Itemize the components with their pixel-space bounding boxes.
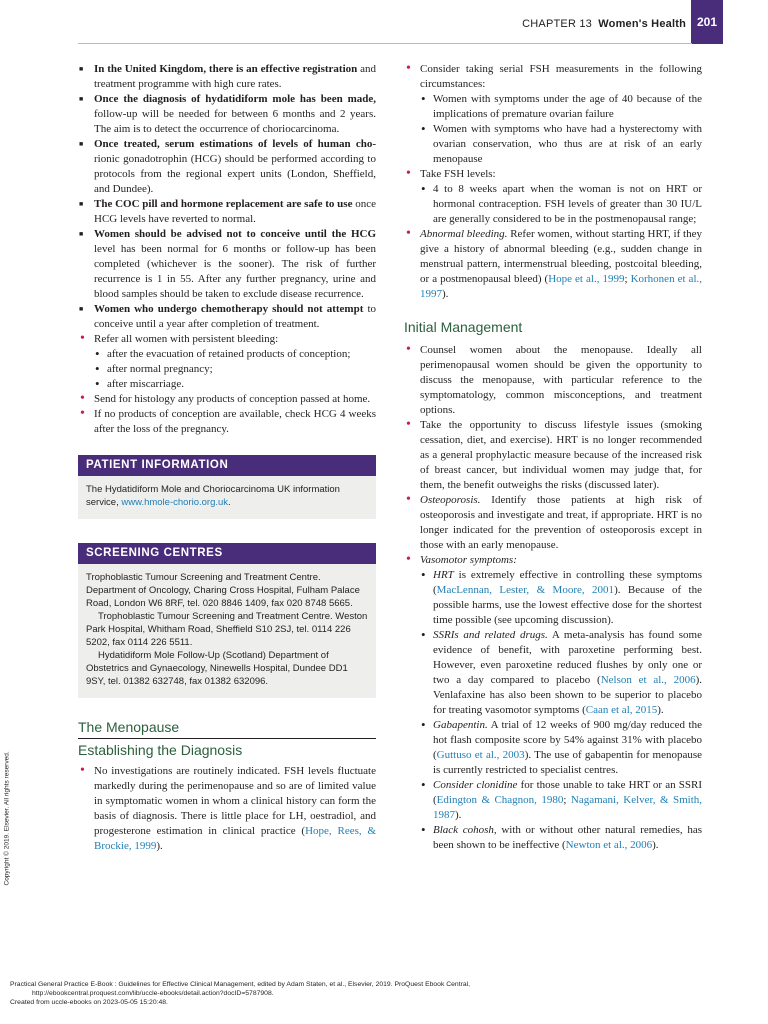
left-column <box>78 62 376 854</box>
footer-citation: Practical General Practice E-Book : Guidelines for Effective Clinical Management, edited by Adam Staten, et al., Elsevier, 2019. ProQuest Ebook Central, <box>10 981 471 988</box>
list-item: ■ Women should be advised not to conceive until the HCG level has been normal for 6 months or follow-up has been completed (whichever is the sooner). The risk of further recurrence is 1 in 55. After any further pregnancy, urine and blood samples should be taken to exclude disease recurrence. <box>78 227 376 302</box>
copyright-sidebar: Copyright © 2019. Elsevier. All rights reserved. <box>3 751 11 886</box>
list-item: ■ In the United Kingdom, there is an effective registration and treatment programme with high cure rates. <box>78 62 376 92</box>
heading-establishing-diagnosis: Establishing the Diagnosis <box>78 742 243 758</box>
patient-information-box <box>78 455 376 519</box>
list-item: • Send for histology any products of conception passed at home. <box>78 392 376 407</box>
page-footer <box>10 980 470 1007</box>
citation-link[interactable]: MacLennan, Lester, & Moore, 2001 <box>436 584 615 596</box>
citation-link[interactable]: Guttuso et al., 2003 <box>436 749 525 761</box>
footer-url[interactable]: http://ebookcentral.proquest.com/lib/uccle-ebooks/detail.action?docID=5787908. <box>32 990 274 997</box>
list-item: • after miscarriage. <box>94 377 376 392</box>
citation-link[interactable]: Nagamani, Kelver, & Smith, 1987 <box>433 794 703 821</box>
list-item: • after normal pregnancy; <box>94 362 376 377</box>
management-list <box>404 343 702 853</box>
list-item: • 4 to 8 weeks apart when the woman is not on HRT or hormonal contraception. FSH levels of greater than 30 IU/L are generally considered to be in the postmenopausal range; <box>420 182 702 227</box>
citation-link[interactable]: Caan et al, 2015 <box>585 704 658 716</box>
list-item: • Vasomotor symptoms: • HRT is extremely effective in controlling these symptoms (MacLennan, Lester, & Moore, 2001). Because of the possible harms, use the lowest effective dose for the shortest time possible (see upcoming discussion). • SSRIs and related drugs. A meta-analysis has found some evidence of benefit, with paroxetine performing best. However, even paroxetine reduced flushes by only one or two a day compared to placebo (Nelson et al., 2006). Venlafaxine has also been shown to be superior to placebo for treating vasomotor symptoms (Caan et al, 2015). • Gabapentin. A trial of 12 weeks of 900 mg/day reduced the hot flash composite score by 54% against 31% with placebo (Guttuso et al., 2003). The use of gabapentin for menopause is currently restricted to specialist centres. • Consider clonidine for those unable to take HRT or an SSRI (Edington & Chagnon, 1980; Nagamani, Kelver, & Smith, 1987). • Black cohosh, with or without other natural remedies, has been shown to be ineffective (Newton et al., 2006). <box>404 553 702 853</box>
list-item: • No investigations are routinely indicated. FSH levels fluctuate markedly during the perimenopause and so are of limited value in symptomatic women in whom a clinical history can form the basis of diagnosis. There is little place for LH, oestradiol, and progesterone estimation in clinical practice (Hope, Rees, & Brockie, 1999). <box>78 764 376 854</box>
header-rule <box>78 43 692 44</box>
footer-created: Created from uccle-ebooks on 2023-05-05 15:20:48. <box>10 999 168 1006</box>
section-label: Women's Health <box>598 18 686 30</box>
list-item: • Women with symptoms who have had a hysterectomy with ovarian conservation, who thus are at risk of an early menopause <box>420 122 702 167</box>
list-item: • Abnormal bleeding. Refer women, without starting HRT, if they give a history of abnormal bleeding (e.g., sudden change in menstrual pattern, intermenstrual bleeding, postcoital bleeding, or a postmenopausal bleed) (Hope et al., 1999; Korhonen et al., 1997). <box>404 227 702 302</box>
list-item: • Take FSH levels: • 4 to 8 weeks apart when the woman is not on HRT or hormonal contraception. FSH levels of greater than 30 IU/L are generally considered to be in the postmenopausal range; <box>404 167 702 227</box>
refer-sub-list <box>94 347 376 392</box>
list-item: • Osteoporosis. Identify those patients at high risk of osteoporosis and investigate and treat, if appropriate. HRT is no longer indicated for the prevention of osteoporosis except in those with an early menopause. <box>404 493 702 553</box>
box-body <box>78 564 376 688</box>
list-item: ■ Women who undergo chemotherapy should not attempt to conceive until a year after completion of treatment. <box>78 302 376 332</box>
list-item: ■ Once the diagnosis of hydatidiform mole has been made, follow-up will be needed for between 6 months and 2 years. The aim is to detect the occurrence of choriocarcinoma. <box>78 92 376 137</box>
centre-sheffield: Trophoblastic Tumour Screening and Treatment Centre. Weston Park Hospital, Whitham Road, Sheffield S10 2SJ, tel. 0114 226 5202, fax 0114 226 5511. <box>86 611 368 648</box>
list-item: • Gabapentin. A trial of 12 weeks of 900 mg/day reduced the hot flash composite score by 54% against 31% with placebo (Guttuso et al., 2003). The use of gabapentin for menopause is currently restricted to specialist centres. <box>420 718 702 778</box>
page-number: 201 <box>691 0 723 44</box>
hmole-link[interactable]: www.hmole-chorio.org.uk <box>121 497 229 508</box>
chapter-label: CHAPTER 13 <box>522 18 592 30</box>
centre-dundee: Hydatidiform Mole Follow-Up (Scotland) Department of Obstetrics and Gynaecology, Ninewells Hospital, Dundee DD1 9SY, tel. 01382 632748, fax 01382 632096. <box>86 650 348 687</box>
heading-menopause: The Menopause <box>78 720 376 739</box>
list-item: ■ The COC pill and hormone replacement are safe to use once HCG levels have reverted to normal. <box>78 197 376 227</box>
list-item: • Women with symptoms under the age of 40 because of the implications of premature ovarian failure <box>420 92 702 122</box>
running-head <box>522 18 686 30</box>
citation-link[interactable]: Nelson et al., 2006 <box>600 674 696 686</box>
list-item: • Black cohosh, with or without other natural remedies, has been shown to be ineffective (Newton et al., 2006). <box>420 823 702 853</box>
fsh-list <box>404 62 702 302</box>
list-item: • Consider clonidine for those unable to take HRT or an SSRI (Edington & Chagnon, 1980; Nagamani, Kelver, & Smith, 1987). <box>420 778 702 823</box>
list-item: • Counsel women about the menopause. Ideally all perimenopausal women should be given the opportunity to discuss the menopause, with particular reference to the symptomatology, common misconceptions, and treatment options. <box>404 343 702 418</box>
citation-link[interactable]: Newton et al., 2006 <box>565 839 653 851</box>
screening-centres-box <box>78 543 376 698</box>
right-column <box>404 62 702 853</box>
list-item: • HRT is extremely effective in controlling these symptoms (MacLennan, Lester, & Moore, 2001). Because of the possible harms, use the lowest effective dose for the shortest time possible (see upcoming discussion). <box>420 568 702 628</box>
list-item: • after the evacuation of retained products of conception; <box>94 347 376 362</box>
list-item: • If no products of conception are available, check HCG 4 weeks after the loss of the pregnancy. <box>78 407 376 437</box>
box-title: SCREENING CENTRES <box>78 543 376 564</box>
list-item: • Take the opportunity to discuss lifestyle issues (smoking cessation, diet, and exercise). HRT is no longer recommended as a general prophylactic measure because of the increased risk of breast cancer, but individual women may judge that, for them, the benefit outweighs the risks (discussed later). <box>404 418 702 493</box>
box-title: PATIENT INFORMATION <box>78 455 376 476</box>
diagnosis-list <box>78 764 376 854</box>
box-body: The Hydatidiform Mole and Choriocarcinoma UK information service, www.hmole-chorio.org.uk. <box>86 484 340 508</box>
list-item: • SSRIs and related drugs. A meta-analysis has found some evidence of benefit, with paroxetine performing best. However, even paroxetine reduced flushes by only one or two a day compared to placebo (Nelson et al., 2006). Venlafaxine has also been shown to be superior to placebo for treating vasomotor symptoms (Caan et al, 2015). <box>420 628 702 718</box>
citation-link[interactable]: Korhonen et al., 1997 <box>420 273 703 300</box>
hcg-bullet-list <box>78 62 376 437</box>
list-item: • Consider taking serial FSH measurements in the following circumstances: • Women with symptoms under the age of 40 because of the implications of premature ovarian failure • Women with symptoms who have had a hysterectomy with ovarian conservation, who thus are at risk of an early menopause <box>404 62 702 167</box>
citation-link[interactable]: Edington & Chagnon, 1980 <box>436 794 564 806</box>
vasomotor-sub-list <box>420 568 702 853</box>
centre-london: Trophoblastic Tumour Screening and Treatment Centre. Department of Oncology, Charing Cross Hospital, Fulham Palace Road, London W6 8RF, tel. 020 8846 1409, fax 020 8748 5665. <box>86 572 360 609</box>
list-item: ■ Once treated, serum estimations of levels of human cho- rionic gonadotrophin (HCG) should be performed according to protocols from the regional expert units (London, Sheffield, and Dundee). <box>78 137 376 197</box>
heading-initial-management: Initial Management <box>404 319 523 335</box>
citation-link[interactable]: Hope, Rees, & Brockie, 1999 <box>94 825 376 852</box>
page-header <box>0 0 768 44</box>
list-item: • Refer all women with persistent bleeding: • after the evacuation of retained products of conception; • after normal pregnancy; • after miscarriage. <box>78 332 376 392</box>
citation-link[interactable]: Hope et al., 1999 <box>548 273 625 285</box>
